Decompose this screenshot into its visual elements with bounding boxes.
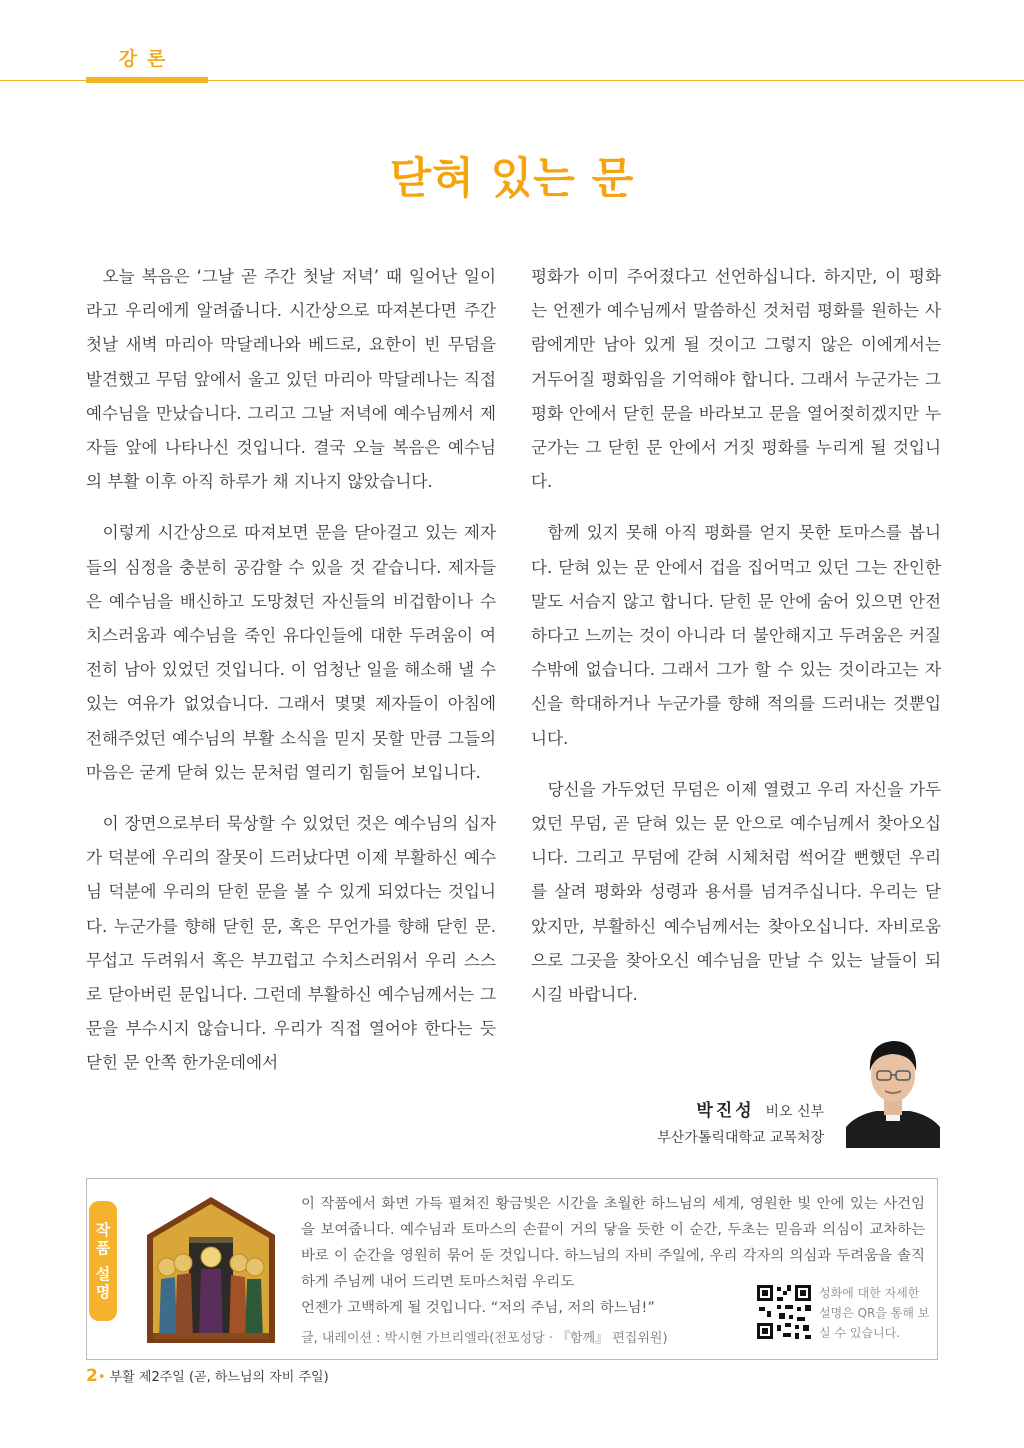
author-photo <box>846 1027 940 1148</box>
section-label: 강론 <box>118 48 176 70</box>
qr-code[interactable] <box>755 1283 813 1341</box>
article-title: 닫혀 있는 문 <box>389 154 635 204</box>
bullet-icon: • <box>97 1370 106 1385</box>
section-underline <box>86 77 208 83</box>
paragraph: 함께 있지 못해 아직 평화를 얻지 못한 토마스를 봅니다. 닫혀 있는 문 안에서 겁을 집어먹고 있던 그는 잔인한 말도 서슴지 않고 합니다. 닫힌 문 안에 숨어 있으면 안전하다고 느끼는 것이 아니라 더 불안해지고 두려움은 커질 수밖에 없습니다. 그래서 그가 할 수 있는 것이라고는 자신을 학대하거나 누군가를 향해 적의를 드러내는 것뿐입니다. <box>531 523 941 748</box>
artwork-description-box <box>86 1178 938 1360</box>
page-footer <box>86 1366 329 1386</box>
artwork-credit: 글, 내레이션 : 박시현 가브리엘라(전포성당 · 『함께』 편집위원) <box>301 1331 668 1346</box>
paragraph: 평화가 이미 주어졌다고 선언하십니다. 하지만, 이 평화는 언젠가 예수님께서 말씀하신 것처럼 평화를 원하는 사람에게만 남아 있게 될 것이고 그렇지 않은 이에게서는 거두어질 평화임을 기억해야 합니다. 그래서 누군가는 그 평화 안에서 닫힌 문을 바라보고 문을 열어젖히겠지만 누군가는 그 닫힌 문 안에서 거짓 평화를 누리게 될 것입니다. <box>531 267 941 492</box>
author-name: 박진성 <box>696 1101 755 1121</box>
artwork-image <box>137 1193 285 1345</box>
paragraph: 이 장면으로부터 묵상할 수 있었던 것은 예수님의 십자가 덕분에 우리의 잘못이 드러났다면 이제 부활하신 예수님 덕분에 우리의 닫힌 문을 볼 수 있게 되었다는 것입니다. 누군가를 향해 닫힌 문, 혹은 무언가를 향해 닫힌 문. 무섭고 두려워서 혹은 부끄럽고 수치스러워서 우리 스스로 닫아버린 문입니다. 그런데 부활하신 예수님께서는 그 문을 부수시지 않습니다. 우리가 직접 열어야 한다는 듯 닫힌 문 안쪽 한가운데에서 <box>86 814 496 1073</box>
artwork-text: 이 작품에서 화면 가득 펼쳐진 황금빛은 시간을 초월한 하느님의 세계, 영원한 빛 안에 있는 사건임을 보여줍니다. 예수님과 토마스의 손끝이 거의 닿을 듯한 이 순간, 두초는 믿음과 의심이 교차하는 바로 이 순간을 영원히 묶어 둔 것입니다. 하느님의 자비 주일에, 우리 각자의 의심과 두려움을 솔직하게 주님께 내어 드리면 토마스처럼 우리도 <box>301 1196 925 1290</box>
page-number: 2 <box>86 1366 98 1386</box>
footer-text: 부활 제2주일 (곧, 하느님의 자비 주일) <box>109 1370 329 1385</box>
author-org: 부산가톨릭대학교 교목처장 <box>657 1130 824 1146</box>
artwork-tag: 작 품 설 명 <box>89 1201 117 1321</box>
paragraph: 당신을 가두었던 무덤은 이제 열렸고 우리 자신을 가두었던 무덤, 곧 닫혀 있는 문 안으로 예수님께서 찾아오십니다. 그리고 무덤에 갇혀 시체처럼 썩어갈 뻔했던 우리를 살려 평화와 성령과 용서를 넘겨주십니다. 우리는 닫았지만, 부활하신 예수님께서는 찾아오십니다. 자비로움으로 그곳을 찾아오신 예수님을 만날 수 있는 날들이 되시길 바랍니다. <box>531 779 941 1005</box>
paragraph: 이렇게 시간상으로 따져보면 문을 닫아걸고 있는 제자들의 심정을 충분히 공감할 수 있을 것 같습니다. 제자들은 예수님을 배신하고 도망쳤던 자신들의 비겁함이나 수치스러움과 예수님을 죽인 유다인들에 대한 두려움이 여전히 남아 있었던 것입니다. 이 엄청난 일을 해소해 낼 수 있는 여유가 없었습니다. 그래서 몇몇 제자들이 아침에 전해주었던 예수님의 부활 소식을 믿지 못할 만큼 그들의 마음은 굳게 닫혀 있는 문처럼 열리기 힘들어 보입니다. <box>86 523 496 782</box>
author-role: 비오 신부 <box>765 1104 824 1120</box>
artwork-text-end: 언젠가 고백하게 될 것입니다. “저의 주님, 저의 하느님!” <box>301 1300 655 1316</box>
qr-caption: 성화에 대한 자세한 설명은 QR을 통해 보실 수 있습니다. <box>819 1286 930 1340</box>
paragraph: 오늘 복음은 ‘그날 곧 주간 첫날 저녁’ 때 일어난 일이라고 우리에게 알려줍니다. 시간상으로 따져본다면 주간 첫날 새벽 마리아 막달레나와 베드로, 요한이 빈 무덤을 발견했고 무덤 앞에서 울고 있던 마리아 막달레나는 직접 예수님을 만났습니다. 그리고 그날 저녁에 예수님께서 제자들 앞에 나타나신 것입니다. 결국 오늘 복음은 예수님의 부활 이후 아직 하루가 채 지나지 않았습니다. <box>86 267 496 492</box>
left-column <box>86 260 496 1081</box>
right-column <box>531 260 941 1029</box>
author-block <box>657 1096 824 1147</box>
